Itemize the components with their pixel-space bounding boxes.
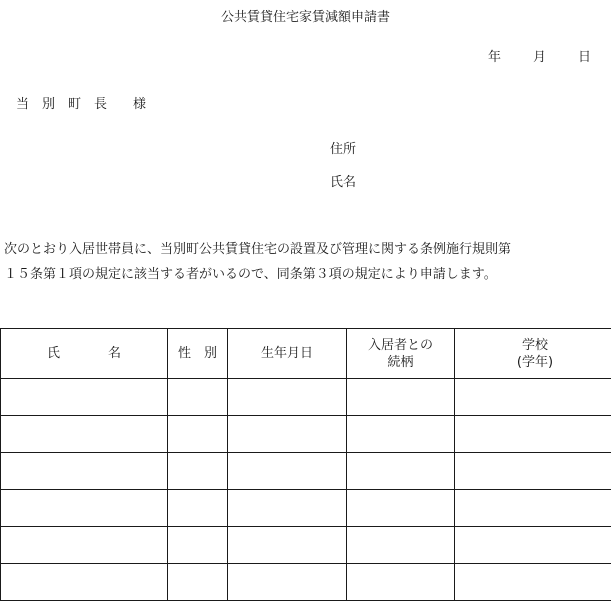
body-line: 次のとおり入居世帯員に、当別町公共賃貸住宅の設置及び管理に関する条例施行規則第 [4,242,512,257]
table-row [1,453,611,490]
cell-relation[interactable] [347,564,455,601]
cell-school[interactable] [455,564,611,601]
cell-school[interactable] [455,416,611,453]
header-relation-line2: 続柄 [387,354,414,370]
table-row [1,416,611,453]
cell-relation[interactable] [347,453,455,490]
cell-sex[interactable] [168,453,228,490]
cell-school[interactable] [455,379,611,416]
cell-sex[interactable] [168,527,228,564]
table-row [1,527,611,564]
table-body [1,379,611,601]
cell-school[interactable] [455,453,611,490]
cell-birthdate[interactable] [228,379,347,416]
cell-relation[interactable] [347,379,455,416]
date-year-label: 年 [488,50,502,65]
header-school [455,329,611,379]
cell-name[interactable] [1,527,168,564]
cell-sex[interactable] [168,490,228,527]
header-birthdate: 生年月日 [228,329,347,379]
cell-relation[interactable] [347,416,455,453]
date-day-label: 日 [578,50,592,65]
header-name [1,329,168,379]
cell-sex[interactable] [168,416,228,453]
header-relation-line1: 入居者との [367,337,433,353]
table-row [1,564,611,601]
cell-relation[interactable] [347,527,455,564]
body-line: １５条第１項の規定に該当する者がいるので、同条第３項の規定により申請します。 [4,267,497,282]
header-sex: 性 別 [168,329,228,379]
cell-name[interactable] [1,453,168,490]
cell-sex[interactable] [168,564,228,601]
cell-name[interactable] [1,490,168,527]
date-month-label: 月 [533,50,547,65]
header-name-part2: 名 [108,346,122,361]
header-school-line2: (学年) [516,354,554,370]
header-name-part1: 氏 [46,346,60,361]
cell-birthdate[interactable] [228,490,347,527]
document-title: 公共賃貸住宅家賃減額申請書 [220,10,390,25]
cell-sex[interactable] [168,379,228,416]
address-label: 住所 [330,142,357,157]
cell-birthdate[interactable] [228,527,347,564]
date-line [488,46,591,65]
addressee: 当 別 町 長 様 [16,97,147,112]
header-school-line1: 学校 [521,337,548,353]
table-row [1,490,611,527]
cell-school[interactable] [455,527,611,564]
cell-school[interactable] [455,490,611,527]
table-header-row [1,329,611,379]
cell-birthdate[interactable] [228,453,347,490]
cell-name[interactable] [1,379,168,416]
header-relation [347,329,455,379]
applicant-name-label: 氏名 [330,175,357,190]
cell-relation[interactable] [347,490,455,527]
cell-name[interactable] [1,416,168,453]
cell-birthdate[interactable] [228,416,347,453]
household-members-table [0,328,611,601]
body-paragraph [4,237,511,287]
cell-birthdate[interactable] [228,564,347,601]
cell-name[interactable] [1,564,168,601]
table-row [1,379,611,416]
